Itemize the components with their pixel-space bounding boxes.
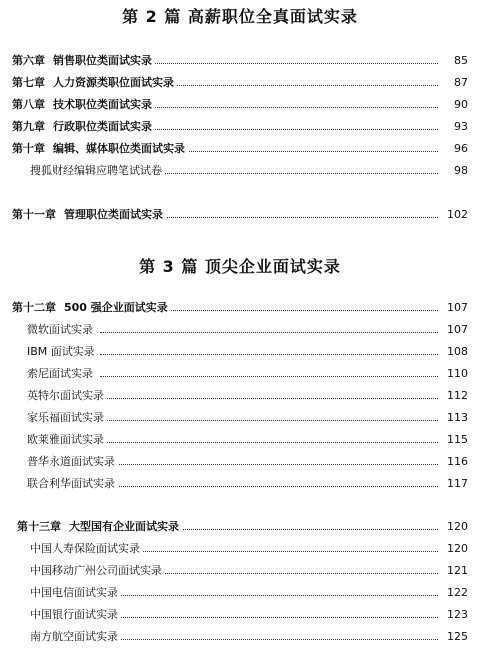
entry-title: 大型国有企业面试实录 <box>69 520 179 533</box>
toc-entry <box>0 118 480 136</box>
leader-dots <box>100 398 440 399</box>
toc-entry <box>0 475 480 493</box>
entry-title: 技术职位类面试实录 <box>53 98 152 111</box>
chapter-number: 第九章 <box>12 120 45 133</box>
page-number: 113 <box>439 409 468 427</box>
entry-title: 500 强企业面试实录 <box>64 301 168 314</box>
page-number: 98 <box>439 162 468 180</box>
page-number: 102 <box>439 206 468 224</box>
entry-label <box>12 96 155 114</box>
page-number: 121 <box>439 562 468 580</box>
page-number: 123 <box>439 606 468 624</box>
chapter-number: 第六章 <box>12 54 45 67</box>
chapter-number: 第十一章 <box>12 208 56 221</box>
toc-entry <box>0 365 480 383</box>
page-number: 87 <box>439 74 468 92</box>
chapter-number: 第八章 <box>12 98 45 111</box>
toc-entry <box>0 299 480 317</box>
leader-dots <box>120 551 440 552</box>
leader-dots <box>120 173 440 174</box>
leader-dots <box>120 639 440 640</box>
entry-title: 人力资源类职位面试实录 <box>53 76 174 89</box>
page-number: 115 <box>439 431 468 449</box>
entry-title: 管理职位类面试实录 <box>64 208 163 221</box>
leader-dots <box>100 442 440 443</box>
entry-title: 微软面试实录 <box>27 321 96 339</box>
page-number: 93 <box>439 118 468 136</box>
chapter-number: 第十三章 <box>17 520 61 533</box>
entry-label <box>12 52 155 70</box>
toc-entry <box>0 162 480 180</box>
page-number: 112 <box>439 387 468 405</box>
chapter-number: 第七章 <box>12 76 45 89</box>
leader-dots <box>100 464 440 465</box>
chapter-number: 第十二章 <box>12 301 56 314</box>
leader-dots <box>100 332 440 333</box>
leader-dots <box>120 617 440 618</box>
entry-title: 行政职位类面试实录 <box>53 120 152 133</box>
entry-title: 中国人寿保险面试实录 <box>30 540 143 558</box>
entry-title: 销售职位类面试实录 <box>53 54 152 67</box>
page-number: 107 <box>439 321 468 339</box>
entry-title: 中国电信面试实录 <box>30 584 121 602</box>
page-number: 117 <box>439 475 468 493</box>
toc-entry <box>0 321 480 339</box>
page-number: 107 <box>439 299 468 317</box>
toc-entry <box>0 453 480 471</box>
toc-entry <box>0 518 480 536</box>
leader-dots <box>120 217 440 218</box>
toc-entry <box>0 628 480 646</box>
toc-entry <box>0 74 480 92</box>
chapter-number: 第十章 <box>12 142 45 155</box>
page-number: 110 <box>439 365 468 383</box>
entry-title: 联合利华面试实录 <box>27 475 118 493</box>
page-number: 125 <box>439 628 468 646</box>
toc-entry <box>0 206 480 224</box>
entry-label <box>12 118 155 136</box>
page-number: 122 <box>439 584 468 602</box>
entry-title: 编辑、媒体职位类面试实录 <box>53 142 185 155</box>
page-number: 108 <box>439 343 468 361</box>
entry-title: 家乐福面试实录 <box>27 409 107 427</box>
toc-entry <box>0 409 480 427</box>
page-number: 116 <box>439 453 468 471</box>
leader-dots <box>120 63 440 64</box>
page-number: 90 <box>439 96 468 114</box>
leader-dots <box>100 354 440 355</box>
toc-entry <box>0 431 480 449</box>
toc-entry <box>0 140 480 158</box>
leader-dots <box>120 107 440 108</box>
toc-entry <box>0 343 480 361</box>
entry-label <box>12 74 177 92</box>
toc-entry <box>0 96 480 114</box>
leader-dots <box>100 420 440 421</box>
entry-label <box>12 299 171 317</box>
entry-title: 中国银行面试实录 <box>30 606 121 624</box>
entry-label <box>12 140 188 158</box>
toc-entry <box>0 584 480 602</box>
entry-title: IBM 面试实录 <box>27 343 98 361</box>
part-title: 第 3 篇 顶尖企业面试实录 <box>139 257 341 276</box>
page-number: 120 <box>439 540 468 558</box>
toc-entry <box>0 562 480 580</box>
page-number: 120 <box>439 518 468 536</box>
part-title: 第 2 篇 高薪职位全真面试实录 <box>122 7 358 26</box>
leader-dots <box>100 376 440 377</box>
toc-entry <box>0 540 480 558</box>
entry-title: 欧莱雅面试实录 <box>27 431 107 449</box>
entry-label <box>12 206 166 224</box>
entry-title: 索尼面试实录 <box>27 365 96 383</box>
entry-label <box>17 518 182 536</box>
page-number: 85 <box>439 52 468 70</box>
entry-title: 中国移动广州公司面试实录 <box>30 562 165 580</box>
entry-title: 搜狐财经编辑应聘笔试试卷 <box>30 162 165 180</box>
leader-dots <box>100 486 440 487</box>
toc-entry <box>0 606 480 624</box>
toc-entry <box>0 387 480 405</box>
entry-title: 普华永道面试实录 <box>27 453 118 471</box>
entry-title: 英特尔面试实录 <box>27 387 107 405</box>
entry-title: 南方航空面试实录 <box>30 628 121 646</box>
leader-dots <box>120 595 440 596</box>
leader-dots <box>120 573 440 574</box>
page-number: 96 <box>439 140 468 158</box>
leader-dots <box>120 129 440 130</box>
toc-entry <box>0 52 480 70</box>
